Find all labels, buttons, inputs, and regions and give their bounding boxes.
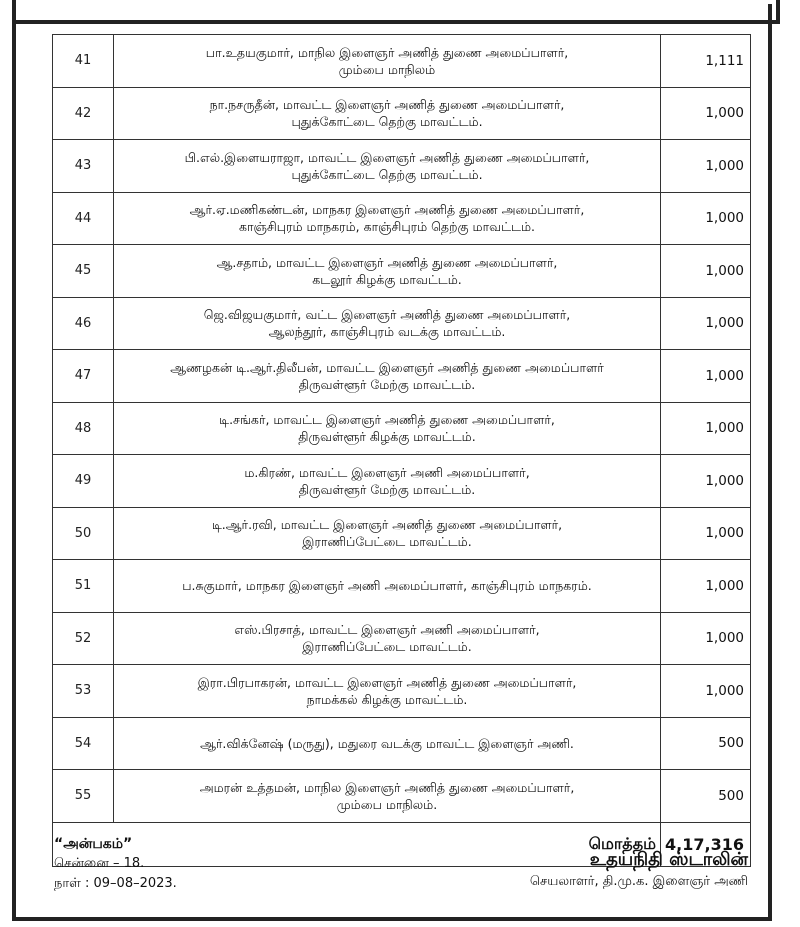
donor-details [114, 192, 661, 245]
table-row [53, 612, 751, 665]
donor-details [114, 770, 661, 823]
donor-location-line: மும்பை மாநிலம் [338, 61, 436, 77]
donor-name-line: பா.உதயகுமார், மாநில இளைஞர் அணித் துணை அமைப்பாளர், [205, 44, 569, 60]
table-row [53, 402, 751, 455]
serial-number: 50 [53, 507, 114, 560]
serial-number: 53 [53, 665, 114, 718]
donor-name-line: எஸ்.பிரசாத், மாவட்ட இளைஞர் அணி அமைப்பாளர், [234, 622, 540, 638]
donor-location-line: புதுக்கோட்டை தெற்கு மாவட்டம். [291, 166, 483, 182]
donor-location-line: மும்பை மாநிலம். [336, 796, 438, 812]
donation-amount: 1,000 [661, 665, 751, 718]
total-label: மொத்தம் [53, 822, 661, 866]
donor-details [114, 612, 661, 665]
table-row [53, 560, 751, 613]
donation-amount: 500 [661, 770, 751, 823]
serial-number: 47 [53, 350, 114, 403]
donor-details [114, 140, 661, 193]
donation-amount: 1,000 [661, 297, 751, 350]
table-row [53, 140, 751, 193]
donor-name-line: ஆர்.விக்னேஷ் (மருது), மதுரை வடக்கு மாவட்ட இளைஞர் அணி. [200, 735, 574, 751]
donation-amount: 1,111 [661, 35, 751, 88]
donor-details [114, 35, 661, 88]
table-row [53, 87, 751, 140]
donor-name-line: ஆ.சதாம், மாவட்ட இளைஞர் அணித் துணை அமைப்பாளர், [216, 254, 558, 270]
table-row [53, 297, 751, 350]
donor-details [114, 717, 661, 770]
donor-name-line: ஆர்.ஏ.மணிகண்டன், மாநகர இளைஞர் அணித் துணை அமைப்பாளர், [189, 202, 585, 218]
donor-details [114, 455, 661, 508]
donor-location-line: திருவள்ளூர் கிழக்கு மாவட்டம். [298, 429, 476, 445]
donor-details [114, 297, 661, 350]
table-row [53, 770, 751, 823]
footer-signature [530, 848, 748, 892]
total-amount: 4,17,316 [661, 822, 751, 866]
donor-location-line: திருவள்ளூர் மேற்கு மாவட்டம். [298, 376, 476, 392]
donation-amount: 1,000 [661, 350, 751, 403]
serial-number: 43 [53, 140, 114, 193]
donation-amount: 1,000 [661, 402, 751, 455]
serial-number: 55 [53, 770, 114, 823]
serial-number: 48 [53, 402, 114, 455]
donation-amount: 1,000 [661, 140, 751, 193]
donor-details [114, 402, 661, 455]
serial-number: 45 [53, 245, 114, 298]
donor-name-line: ப.சுகுமார், மாநகர இளைஞர் அணி அமைப்பாளர், காஞ்சிபுரம் மாநகரம். [182, 578, 592, 594]
donor-location-line: கடலூர் கிழக்கு மாவட்டம். [312, 271, 462, 287]
donation-amount: 1,000 [661, 245, 751, 298]
table-row [53, 35, 751, 88]
table-row [53, 507, 751, 560]
donation-amount: 1,000 [661, 192, 751, 245]
donor-details [114, 507, 661, 560]
donor-name-line: டி.ஆர்.ரவி, மாவட்ட இளைஞர் அணித் துணை அமைப்பாளர், [211, 517, 563, 533]
donor-name-line: ஜெ.விஜயகுமார், வட்ட இளைஞர் அணித் துணை அமைப்பாளர், [203, 307, 571, 323]
donation-amount: 1,000 [661, 612, 751, 665]
serial-number: 46 [53, 297, 114, 350]
table-row [53, 350, 751, 403]
donor-name-line: அமரன் உத்தமன், மாநில இளைஞர் அணித் துணை அமைப்பாளர், [199, 779, 575, 795]
donation-amount: 1,000 [661, 455, 751, 508]
donor-location-line: இராணிப்பேட்டை மாவட்டம். [302, 534, 472, 550]
serial-number: 49 [53, 455, 114, 508]
document-date: நாள் : 09–08–2023. [54, 876, 177, 891]
donor-details [114, 350, 661, 403]
donor-name-line: ஆணழகன் டி.ஆர்.திலீபன், மாவட்ட இளைஞர் அணித் துணை அமைப்பாளர் [170, 359, 604, 375]
table-row [53, 245, 751, 298]
office-city: சென்னை – 18. [54, 856, 145, 871]
donor-name-line: ம.கிரண், மாவட்ட இளைஞர் அணி அமைப்பாளர், [244, 464, 530, 480]
serial-number: 51 [53, 560, 114, 613]
serial-number: 54 [53, 717, 114, 770]
table-row [53, 192, 751, 245]
donor-name-line: இரா.பிரபாகரன், மாவட்ட இளைஞர் அணித் துணை அமைப்பாளர், [197, 674, 577, 690]
donor-location-line: காஞ்சிபுரம் மாநகரம், காஞ்சிபுரம் தெற்கு மாவட்டம். [238, 219, 535, 235]
donor-details [114, 245, 661, 298]
donor-location-line: நாமக்கல் கிழக்கு மாவட்டம். [306, 691, 468, 707]
table-row [53, 717, 751, 770]
serial-number: 52 [53, 612, 114, 665]
donor-location-line: திருவள்ளூர் மேற்கு மாவட்டம். [298, 481, 476, 497]
donation-table [52, 34, 751, 867]
footer-address [54, 834, 177, 894]
serial-number: 44 [53, 192, 114, 245]
signatory-name: உதயநிதி ஸ்டாலின் [589, 849, 748, 870]
donation-amount: 1,000 [661, 507, 751, 560]
donation-amount: 1,000 [661, 560, 751, 613]
table-row [53, 665, 751, 718]
donation-amount: 1,000 [661, 87, 751, 140]
office-name: “அன்பகம்” [54, 836, 133, 852]
donor-location-line: இராணிப்பேட்டை மாவட்டம். [302, 639, 472, 655]
serial-number: 42 [53, 87, 114, 140]
donor-name-line: டி.சங்கர், மாவட்ட இளைஞர் அணித் துணை அமைப்பாளர், [219, 412, 555, 428]
donor-details [114, 560, 661, 613]
signatory-designation: செயலாளர், தி.மு.க. இளைஞர் அணி [529, 874, 748, 889]
donor-location-line: புதுக்கோட்டை தெற்கு மாவட்டம். [291, 114, 483, 130]
donation-table-body [53, 35, 751, 823]
serial-number: 41 [53, 35, 114, 88]
table-row [53, 455, 751, 508]
donor-details [114, 665, 661, 718]
donation-amount: 500 [661, 717, 751, 770]
donor-location-line: ஆலந்தூர், காஞ்சிபுரம் வடக்கு மாவட்டம். [268, 324, 506, 340]
donor-name-line: பி.எல்.இளையராஜா, மாவட்ட இளைஞர் அணித் துணை அமைப்பாளர், [184, 149, 590, 165]
donor-details [114, 87, 661, 140]
donor-name-line: நா.நசருதீன், மாவட்ட இளைஞர் அணித் துணை அமைப்பாளர், [209, 97, 565, 113]
